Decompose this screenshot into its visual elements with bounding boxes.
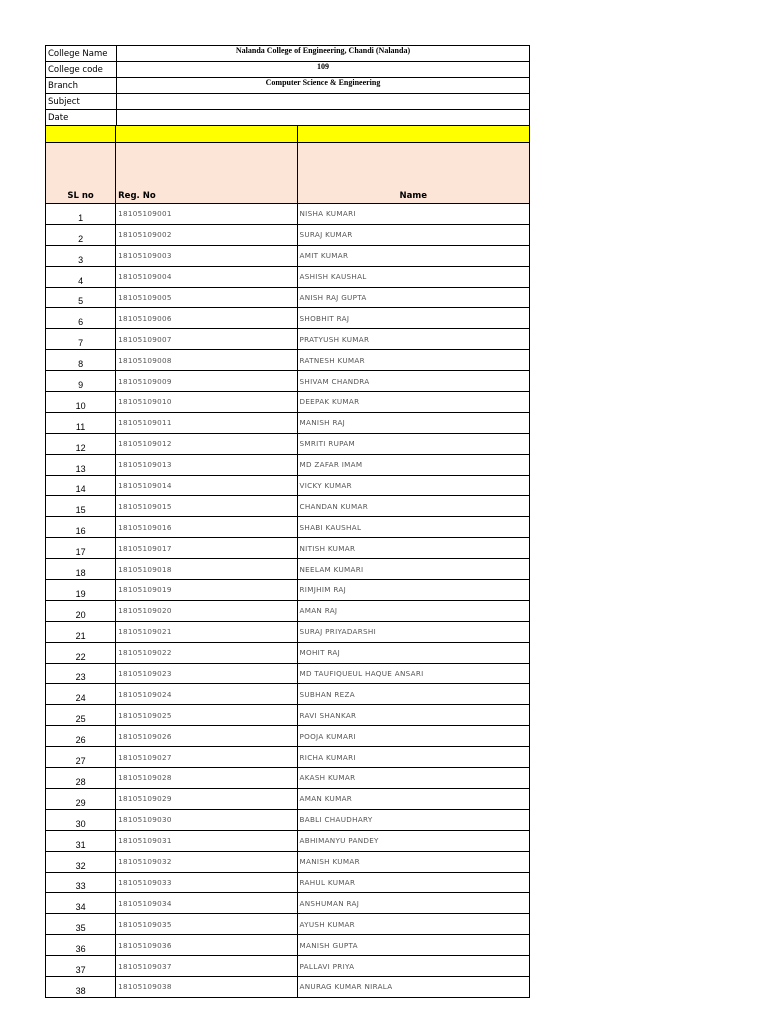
name-cell: SUBHAN REZA	[297, 684, 530, 705]
info-value: Computer Science & Engineering	[117, 78, 530, 94]
name-cell: NISHA KUMARI	[297, 204, 530, 225]
name-cell: SURAJ KUMAR	[297, 224, 530, 245]
name-cell: ANURAG KUMAR NIRALA	[297, 976, 530, 997]
table-row	[46, 684, 530, 705]
table-row	[46, 559, 530, 580]
name-cell: RATNESH KUMAR	[297, 350, 530, 371]
reg-no-cell: 18105109030	[116, 809, 297, 830]
reg-no-cell: 18105109024	[116, 684, 297, 705]
name-cell: MANISH GUPTA	[297, 935, 530, 956]
table-row	[46, 538, 530, 559]
name-cell: ASHISH KAUSHAL	[297, 266, 530, 287]
highlight-row	[46, 126, 530, 143]
sl-no-cell: 22	[46, 642, 116, 663]
info-row	[46, 78, 530, 94]
student-table	[45, 125, 530, 998]
reg-no-cell: 18105109038	[116, 976, 297, 997]
reg-no-cell: 18105109007	[116, 329, 297, 350]
reg-no-cell: 18105109020	[116, 600, 297, 621]
name-cell: AMAN KUMAR	[297, 788, 530, 809]
sl-no-cell: 9	[46, 371, 116, 392]
reg-no-cell: 18105109022	[116, 642, 297, 663]
info-row	[46, 62, 530, 78]
highlight-cell	[46, 126, 116, 143]
info-label: Branch	[46, 78, 117, 94]
sl-no-cell: 4	[46, 266, 116, 287]
header-row	[46, 143, 530, 204]
reg-no-cell: 18105109016	[116, 517, 297, 538]
name-cell: SHABI KAUSHAL	[297, 517, 530, 538]
name-cell: ANISH RAJ GUPTA	[297, 287, 530, 308]
sl-no-cell: 32	[46, 851, 116, 872]
sl-no-cell: 6	[46, 308, 116, 329]
name-cell: MD TAUFIQUEUL HAQUE ANSARI	[297, 663, 530, 684]
name-cell: MANISH KUMAR	[297, 851, 530, 872]
table-row	[46, 475, 530, 496]
name-cell: AYUSH KUMAR	[297, 914, 530, 935]
sl-no-cell: 26	[46, 726, 116, 747]
reg-no-cell: 18105109033	[116, 872, 297, 893]
header-reg-no: Reg. No	[116, 143, 297, 204]
sl-no-cell: 14	[46, 475, 116, 496]
reg-no-cell: 18105109037	[116, 956, 297, 977]
reg-no-cell: 18105109008	[116, 350, 297, 371]
sl-no-cell: 38	[46, 976, 116, 997]
sl-no-cell: 1	[46, 204, 116, 225]
reg-no-cell: 18105109012	[116, 433, 297, 454]
table-row	[46, 976, 530, 997]
sl-no-cell: 36	[46, 935, 116, 956]
reg-no-cell: 18105109036	[116, 935, 297, 956]
name-cell: VICKY KUMAR	[297, 475, 530, 496]
sl-no-cell: 30	[46, 809, 116, 830]
table-row	[46, 809, 530, 830]
sl-no-cell: 20	[46, 600, 116, 621]
reg-no-cell: 18105109028	[116, 768, 297, 789]
table-row	[46, 329, 530, 350]
name-cell: SURAJ PRIYADARSHI	[297, 621, 530, 642]
sl-no-cell: 5	[46, 287, 116, 308]
reg-no-cell: 18105109014	[116, 475, 297, 496]
info-row	[46, 94, 530, 110]
header-name: Name	[297, 143, 530, 204]
table-row	[46, 621, 530, 642]
name-cell: NITISH KUMAR	[297, 538, 530, 559]
table-row	[46, 851, 530, 872]
name-cell: RICHA KUMARI	[297, 747, 530, 768]
sl-no-cell: 8	[46, 350, 116, 371]
sl-no-cell: 7	[46, 329, 116, 350]
reg-no-cell: 18105109003	[116, 245, 297, 266]
table-row	[46, 266, 530, 287]
table-row	[46, 371, 530, 392]
name-cell: CHANDAN KUMAR	[297, 496, 530, 517]
reg-no-cell: 18105109017	[116, 538, 297, 559]
table-row	[46, 454, 530, 475]
reg-no-cell: 18105109015	[116, 496, 297, 517]
name-cell: POOJA KUMARI	[297, 726, 530, 747]
reg-no-cell: 18105109027	[116, 747, 297, 768]
sl-no-cell: 33	[46, 872, 116, 893]
sl-no-cell: 24	[46, 684, 116, 705]
reg-no-cell: 18105109034	[116, 893, 297, 914]
sl-no-cell: 11	[46, 412, 116, 433]
name-cell: MOHIT RAJ	[297, 642, 530, 663]
reg-no-cell: 18105109031	[116, 830, 297, 851]
student-table-body	[46, 126, 530, 998]
sl-no-cell: 10	[46, 392, 116, 413]
reg-no-cell: 18105109025	[116, 705, 297, 726]
reg-no-cell: 18105109023	[116, 663, 297, 684]
sl-no-cell: 21	[46, 621, 116, 642]
highlight-cell	[297, 126, 530, 143]
table-row	[46, 204, 530, 225]
sl-no-cell: 19	[46, 580, 116, 601]
reg-no-cell: 18105109029	[116, 788, 297, 809]
name-cell: AKASH KUMAR	[297, 768, 530, 789]
table-row	[46, 580, 530, 601]
table-row	[46, 768, 530, 789]
name-cell: AMAN RAJ	[297, 600, 530, 621]
college-info-table	[45, 45, 530, 126]
info-value: Nalanda College of Engineering, Chandi (Nalanda)	[117, 46, 530, 62]
info-label: College Name	[46, 46, 117, 62]
table-row	[46, 956, 530, 977]
name-cell: DEEPAK KUMAR	[297, 392, 530, 413]
info-row	[46, 110, 530, 126]
table-row	[46, 224, 530, 245]
name-cell: PRATYUSH KUMAR	[297, 329, 530, 350]
table-row	[46, 350, 530, 371]
sl-no-cell: 16	[46, 517, 116, 538]
name-cell: SMRITI RUPAM	[297, 433, 530, 454]
reg-no-cell: 18105109032	[116, 851, 297, 872]
college-info-body	[46, 46, 530, 126]
table-row	[46, 308, 530, 329]
sl-no-cell: 27	[46, 747, 116, 768]
table-row	[46, 935, 530, 956]
table-row	[46, 245, 530, 266]
reg-no-cell: 18105109011	[116, 412, 297, 433]
table-row	[46, 663, 530, 684]
sl-no-cell: 3	[46, 245, 116, 266]
table-row	[46, 412, 530, 433]
sl-no-cell: 28	[46, 768, 116, 789]
name-cell: BABLI CHAUDHARY	[297, 809, 530, 830]
info-label: College code	[46, 62, 117, 78]
table-row	[46, 517, 530, 538]
sl-no-cell: 35	[46, 914, 116, 935]
header-sl-no: SL no	[46, 143, 116, 204]
name-cell: MD ZAFAR IMAM	[297, 454, 530, 475]
table-row	[46, 496, 530, 517]
table-row	[46, 747, 530, 768]
table-row	[46, 392, 530, 413]
reg-no-cell: 18105109035	[116, 914, 297, 935]
reg-no-cell: 18105109001	[116, 204, 297, 225]
sl-no-cell: 23	[46, 663, 116, 684]
name-cell: NEELAM KUMARI	[297, 559, 530, 580]
name-cell: ABHIMANYU PANDEY	[297, 830, 530, 851]
name-cell: MANISH RAJ	[297, 412, 530, 433]
sl-no-cell: 18	[46, 559, 116, 580]
info-label: Date	[46, 110, 117, 126]
reg-no-cell: 18105109019	[116, 580, 297, 601]
reg-no-cell: 18105109018	[116, 559, 297, 580]
table-row	[46, 830, 530, 851]
sl-no-cell: 29	[46, 788, 116, 809]
info-label: Subject	[46, 94, 117, 110]
reg-no-cell: 18105109006	[116, 308, 297, 329]
reg-no-cell: 18105109009	[116, 371, 297, 392]
name-cell: AMIT KUMAR	[297, 245, 530, 266]
reg-no-cell: 18105109004	[116, 266, 297, 287]
name-cell: PALLAVI PRIYA	[297, 956, 530, 977]
sl-no-cell: 15	[46, 496, 116, 517]
reg-no-cell: 18105109010	[116, 392, 297, 413]
info-value: 109	[117, 62, 530, 78]
sl-no-cell: 34	[46, 893, 116, 914]
sl-no-cell: 13	[46, 454, 116, 475]
info-row	[46, 46, 530, 62]
table-row	[46, 872, 530, 893]
table-row	[46, 600, 530, 621]
table-row	[46, 433, 530, 454]
sl-no-cell: 37	[46, 956, 116, 977]
highlight-cell	[116, 126, 297, 143]
name-cell: RAVI SHANKAR	[297, 705, 530, 726]
info-value	[117, 94, 530, 110]
name-cell: ANSHUMAN RAJ	[297, 893, 530, 914]
table-row	[46, 642, 530, 663]
sl-no-cell: 25	[46, 705, 116, 726]
table-row	[46, 287, 530, 308]
info-value	[117, 110, 530, 126]
table-row	[46, 914, 530, 935]
table-row	[46, 893, 530, 914]
table-row	[46, 788, 530, 809]
sl-no-cell: 2	[46, 224, 116, 245]
name-cell: SHIVAM CHANDRA	[297, 371, 530, 392]
sl-no-cell: 31	[46, 830, 116, 851]
reg-no-cell: 18105109002	[116, 224, 297, 245]
reg-no-cell: 18105109005	[116, 287, 297, 308]
name-cell: RIMJHIM RAJ	[297, 580, 530, 601]
reg-no-cell: 18105109013	[116, 454, 297, 475]
name-cell: RAHUL KUMAR	[297, 872, 530, 893]
name-cell: SHOBHIT RAJ	[297, 308, 530, 329]
reg-no-cell: 18105109026	[116, 726, 297, 747]
reg-no-cell: 18105109021	[116, 621, 297, 642]
table-row	[46, 705, 530, 726]
table-row	[46, 726, 530, 747]
sl-no-cell: 17	[46, 538, 116, 559]
sl-no-cell: 12	[46, 433, 116, 454]
